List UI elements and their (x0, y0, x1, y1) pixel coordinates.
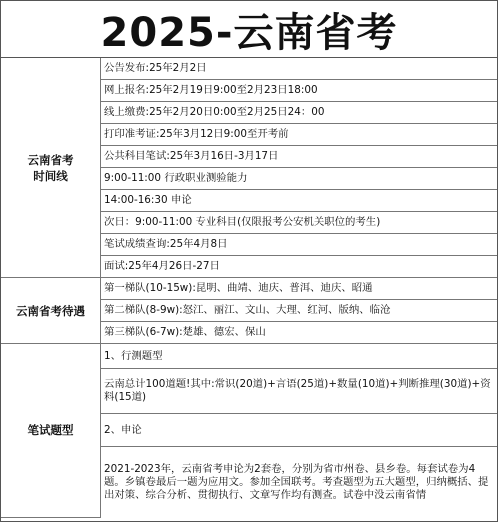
exam-cell: 2021-2023年，云南省考申论为2套卷，分别为省市州卷、县乡卷。每套试卷为4题。乡镇卷最后一题为应用文。参加全国联考。考查题型为五大题型，归纳概括、提出对策、综合分析、贯彻执行、文章写作均有测查。试卷中没云南省情 (101, 447, 498, 518)
table-row (1, 58, 497, 80)
timeline-cell: 9:00-11:00 行政职业测验能力 (101, 168, 498, 190)
section-label-exam: 笔试题型 (1, 344, 101, 518)
section-label-treatment: 云南省考待遇 (1, 278, 101, 344)
timeline-cell: 公共科目笔试:25年3月16日-3月17日 (101, 146, 498, 168)
treatment-cell: 第一梯队(10-15w):昆明、曲靖、迪庆、普洱、迪庆、昭通 (101, 278, 498, 300)
table-row (1, 278, 497, 300)
section-label-line: 云南省考 (27, 152, 74, 167)
timeline-cell: 线上缴费:25年2月20日0:00至2月25日24：00 (101, 102, 498, 124)
treatment-cell: 第三梯队(6-7w):楚雄、德宏、保山 (101, 322, 498, 344)
exam-cell: 云南总计100道题!其中:常识(20道)+言语(25道)+数量(10道)+判断推理(30道)+资料(15道) (101, 369, 498, 414)
timeline-cell: 公告发布:25年2月2日 (101, 58, 498, 80)
section-label-timeline (1, 58, 101, 278)
exam-cell: 1、行测题型 (101, 344, 498, 369)
exam-cell: 2、申论 (101, 414, 498, 447)
timeline-cell: 次日：9:00-11:00 专业科目(仅限报考公安机关职位的考生) (101, 212, 498, 234)
info-table (1, 58, 497, 518)
timeline-cell: 面试:25年4月26日-27日 (101, 256, 498, 278)
treatment-cell: 第二梯队(8-9w):怒江、丽江、文山、大理、红河、版纳、临沧 (101, 300, 498, 322)
timeline-cell: 打印准考证:25年3月12日9:00至开考前 (101, 124, 498, 146)
timeline-cell: 网上报名:25年2月19日9:00至2月23日18:00 (101, 80, 498, 102)
page-title: 2025-云南省考 (1, 1, 497, 58)
timeline-cell: 笔试成绩查询:25年4月8日 (101, 234, 498, 256)
timeline-cell: 14:00-16:30 申论 (101, 190, 498, 212)
table-row (1, 344, 497, 369)
section-label-line: 时间线 (33, 168, 68, 183)
